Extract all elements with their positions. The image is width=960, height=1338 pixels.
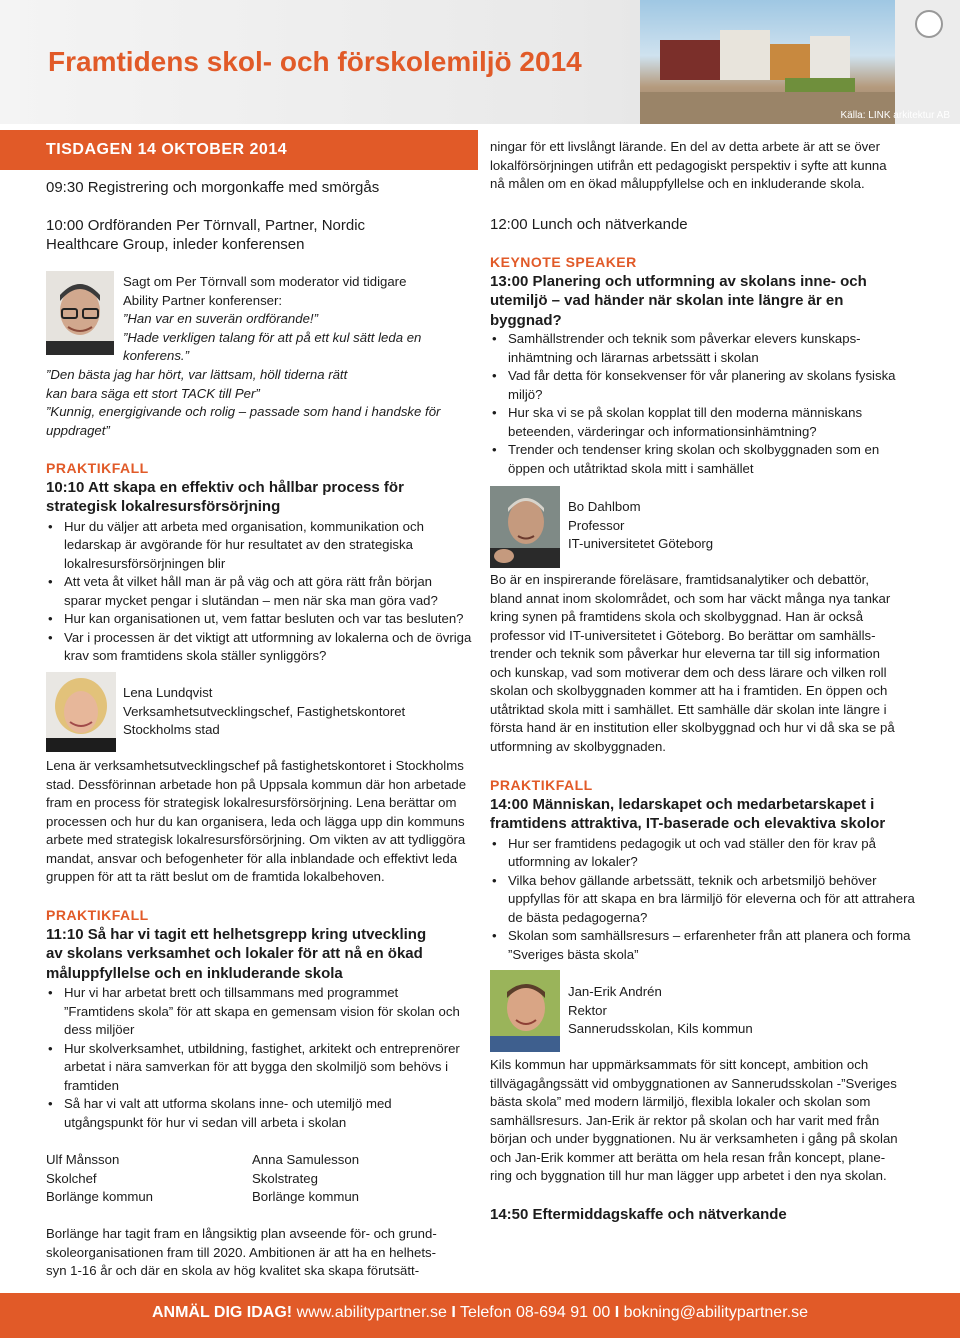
bio-line: kring synen på framtidens skola och skolbyggnad. Han är också	[490, 609, 864, 624]
keynote-title-line: byggnad?	[490, 311, 562, 329]
quote-line-2: ”Hade verkligen talang för att på ett kul sätt leda en	[123, 329, 422, 345]
bio-line: bästa skola” med modern lärmiljö, flexibla lokaler och skolan som	[490, 1094, 871, 1109]
date-bar	[0, 130, 478, 170]
continued-text	[490, 138, 918, 194]
register-cta[interactable]: ANMÄL DIG IDAG!	[151, 1304, 293, 1321]
bio-line: skolan och skolbyggnaden kommer att ha i framtiden. En öppen och	[490, 683, 888, 698]
phone-number[interactable]: Telefon 08-694 91 00	[459, 1304, 611, 1321]
footer-bar	[0, 1293, 960, 1338]
bio-line: fram en process för strategisk lokalresursförsörjning. Lena berättar om	[46, 795, 457, 810]
page-header	[0, 0, 960, 124]
lunch-title: 12:00 Lunch och nätverkande	[490, 216, 688, 233]
speaker-org: Sannerudsskolan, Kils kommun	[568, 1021, 753, 1036]
bio-line: första hand är en institution eller skolbyggnad och hur vi då ska se på	[490, 720, 895, 735]
coffee-section	[490, 1205, 918, 1225]
text-line: lokalförsörjningen utifrån ett pedagogiskt perspektiv i syfte att kunna	[490, 157, 887, 173]
speaker-org: Stockholms stad	[123, 722, 220, 737]
footer-contact	[0, 1304, 960, 1322]
case2-title-line: av skolans verksamhet och lokaler för att nå en ökad	[46, 945, 423, 962]
case1-title-line-2: strategisk lokalresursförsörjning	[46, 498, 281, 515]
case3-speaker	[568, 983, 918, 1039]
bio-line: ring och byggnation till hur man lägger upp arbetet i den nya skolan.	[490, 1168, 887, 1183]
keynote-bullet: • Samhällstrender och teknik som påverkar elevers kunskaps-inhämtning och lärarnas arbetssätt i skolan	[490, 330, 918, 367]
quote-intro	[123, 273, 473, 366]
case3-bullet: • Vilka behov gällande arbetssätt, teknik och arbetsmiljö behöver uppfyllas för att skapa en bra lärmiljö för eleverna och för att attrahera de bästa pedagogerna?	[490, 872, 918, 928]
photo-credit: Källa: LINK arkitektur AB	[840, 110, 950, 121]
separator: I	[451, 1304, 456, 1321]
coffee-title: 14:50 Eftermiddagskaffe och nätverkande	[490, 1206, 787, 1223]
quote-line-1: ”Han var en suverän ordförande!”	[123, 311, 318, 326]
portrait-bo-dahlbom	[490, 486, 560, 568]
quote-line-3: konferens.”	[123, 348, 189, 363]
quote-intro-line-2: Ability Partner konferenser:	[123, 292, 283, 308]
bio-line: gruppen för att ta rätt beslut om de framtida lokalbehoven.	[46, 869, 385, 884]
lunch-section	[490, 215, 918, 234]
case2-speaker-2	[252, 1151, 472, 1207]
bio-line: utformning av skolbyggnaden.	[490, 738, 666, 754]
bio-line: och kunskap, vad som motiverar dem och dess lärare och vilken roll	[490, 664, 887, 680]
text-line: skoleorganisationen fram till 2020. Ambitionen är att ha en helhets-	[46, 1244, 436, 1260]
speaker-role: Skolstrateg	[252, 1170, 318, 1186]
speaker-name: Bo Dahlbom	[568, 499, 641, 514]
case2-text	[46, 1225, 472, 1281]
opening-section	[46, 216, 472, 254]
case1-bullet: • Att veta åt vilket håll man är på väg och att göra rätt från början sparar mycket pengar i slutändan – men när ska man göra vad?	[46, 573, 472, 610]
keynote-title-line: utemiljö – vad händer när skolan inte längre är en	[490, 292, 844, 309]
keynote-bio	[490, 571, 918, 756]
speaker-org: Borlänge kommun	[252, 1189, 360, 1204]
speaker-org: Borlänge kommun	[46, 1189, 154, 1204]
registration-title: 09:30 Registrering och morgonkaffe med smörgås	[46, 179, 380, 196]
quote-line-4: ”Den bästa jag har hört, var lättsam, höll tiderna rätt	[46, 367, 348, 382]
speaker-name: Lena Lundqvist	[123, 685, 213, 700]
bio-line: Bo är en inspirerande föreläsare, framtidsanalytiker och debattör,	[490, 572, 869, 587]
case3-bio	[490, 1056, 918, 1186]
bio-line: mandat, ansvar och befogenheter för alla inblandade och effektivt leda	[46, 850, 458, 866]
speaker-role: Verksamhetsutvecklingschef, Fastighetskontoret	[123, 703, 406, 719]
bio-line: arbete med strategisk lokalresursförsörjning. Om vikten av att tydliggöra	[46, 832, 466, 847]
case3-title-line: 14:00 Människan, ledarskapet och medarbetarskapet i	[490, 795, 875, 813]
speaker-org: IT-universitetet Göteborg	[568, 536, 714, 551]
text-line: syn 1-16 år och där en skola av hög kvalitet ska skapa förutsätt-	[46, 1263, 420, 1278]
website-link[interactable]: www.abilitypartner.se	[296, 1304, 447, 1321]
email-link[interactable]: bokning@abilitypartner.se	[623, 1304, 808, 1321]
speaker-name: Jan-Erik Andrén	[568, 984, 662, 999]
bio-line: bland annat inom skolområdet, och som har väckt många nya tankar	[490, 590, 891, 606]
keynote-bullet: • Hur ska vi se på skolan kopplat till den moderna människans beteenden, värderingar och informationsinhämtning?	[490, 404, 918, 441]
case1-title-line-1: 10:10 Att skapa en effektiv och hållbar process för	[46, 478, 404, 496]
portrait-per-tornvall	[46, 271, 114, 355]
bio-line: trender och teknik som påverkar hur eleverna tar till sig information	[490, 646, 880, 661]
speaker-name: Ulf Månsson	[46, 1152, 120, 1167]
case2-title-line: 11:10 Så har vi tagit ett helhetsgrepp kring utveckling	[46, 925, 427, 943]
bio-line: Kils kommun har uppmärksammats för sitt koncept, ambition och	[490, 1057, 869, 1072]
quote-line-5: kan bara säga ett stort TACK till Per”	[46, 385, 260, 401]
case2-bullets	[46, 984, 472, 1132]
speaker-role: Skolchef	[46, 1170, 97, 1186]
bio-line: Lena är verksamhetsutvecklingschef på fastighetskontoret i Stockholms	[46, 758, 464, 773]
case1-bio	[46, 757, 472, 887]
case2-title-line: måluppfyllelse och en inkluderande skola	[46, 964, 343, 982]
registration-section	[46, 178, 472, 198]
quote-line-7: uppdraget”	[46, 422, 110, 438]
case1-bullets	[46, 518, 472, 666]
bio-line: och Jan-Erik kommer att berätta om hela resan från koncept, plane-	[490, 1149, 886, 1165]
case1-speaker	[123, 684, 473, 740]
case3-bullets	[490, 835, 918, 965]
case3-title-line: framtidens attraktiva, IT-baserade och elevaktiva skolor	[490, 815, 886, 832]
case1-bullet: • Hur du väljer att arbeta med organisation, kommunikation och ledarskap är avgörande för hur resultatet av den strategiska lokalresursförsörjningen blir	[46, 518, 472, 574]
speaker-name: Anna Samulesson	[252, 1152, 360, 1167]
header-photo-school-building	[640, 0, 960, 124]
bio-line: samhällsresurs. Jan-Erik är rektor på skolan och har varit med från	[490, 1112, 880, 1128]
text-line: nå målen om en ökad måluppfyllelse och en inkluderande skola.	[490, 176, 865, 191]
speaker-role: Rektor	[568, 1002, 607, 1018]
opening-line-1: 10:00 Ordföranden Per Törnvall, Partner, Nordic	[46, 217, 366, 234]
case1-bullet: • Hur kan organisationen ut, vem fattar besluten och var tas besluten?	[46, 610, 472, 629]
bio-line: professor vid IT-universitetet i Göteborg. Bo berättar om samhälls-	[490, 627, 876, 643]
portrait-lena-lundqvist	[46, 672, 116, 752]
quote-line-6: ”Kunnig, energigivande och rolig – passade som hand i handske för	[46, 404, 441, 419]
case3-bullet: • Skolan som samhällsresurs – erfarenheter från att planera och forma ”Sveriges bästa skola”	[490, 927, 918, 964]
keynote-bullet: • Trender och tendenser kring skolan och skolbyggnaden som en öppen och utåtriktad skola mitt i samhället	[490, 441, 918, 478]
keynote-speaker	[568, 498, 918, 554]
case3-bullet: • Hur ser framtidens pedagogik ut och vad ställer den för krav på utformning av lokaler?	[490, 835, 918, 872]
bio-line: utåtriktad skola mitt i samhället. Ett samhälle där skolan inte längre i	[490, 701, 887, 717]
case2-speaker-1	[46, 1151, 246, 1207]
page-title: Framtidens skol- och förskolemiljö 2014	[48, 46, 582, 77]
bio-line: tillvägagångssätt vid ombyggnationen av Sannerudsskolan -”Sveriges	[490, 1075, 897, 1091]
quote-intro-line-1: Sagt om Per Törnvall som moderator vid tidigare	[123, 274, 407, 289]
separator: I	[614, 1304, 620, 1321]
keynote-title-line: 13:00 Planering och utformning av skolans inne- och	[490, 272, 867, 290]
bio-line: stad. Dessförinnan arbetade hon på Uppsala kommun där hon arbetade	[46, 776, 467, 792]
event-date: TISDAGEN 14 OKTOBER 2014	[46, 141, 288, 158]
bio-line: början och under byggnationen. Nu är verksamheten i gång på skolan	[490, 1131, 898, 1146]
portrait-jan-erik-andren	[490, 970, 560, 1052]
text-line: ningar för ett livslångt lärande. En del av detta arbete är att se över	[490, 139, 880, 154]
case2-section	[46, 906, 472, 1132]
speaker-role: Professor	[568, 517, 625, 533]
case2-label: PRAKTIKFALL	[46, 907, 149, 923]
case1-label: PRAKTIKFALL	[46, 460, 149, 476]
case3-label: PRAKTIKFALL	[490, 777, 593, 793]
case2-bullet: • Hur vi har arbetat brett och tillsammans med programmet ”Framtidens skola” för att skapa en gemensam vision för skolan och dess miljöer	[46, 984, 472, 1040]
bio-line: processen och hur du kan organisera, leda och lägga upp din kommuns	[46, 813, 465, 829]
case1-bullet: • Var i processen är det viktigt att utformning av lokalerna och de övriga krav som framtidens skola ställer synliggörs?	[46, 629, 472, 666]
opening-line-2: Healthcare Group, inleder konferensen	[46, 236, 305, 253]
case1-section	[46, 459, 472, 666]
text-line: Borlänge har tagit fram en långsiktig plan avseende för- och grund-	[46, 1226, 437, 1241]
case3-section	[490, 776, 918, 964]
keynote-label: KEYNOTE SPEAKER	[490, 254, 637, 270]
keynote-section	[490, 253, 918, 478]
keynote-bullets	[490, 330, 918, 478]
case2-bullet: • Så har vi valt att utforma skolans inne- och utemiljö med utgångspunkt för hur vi sedan vill arbeta i skolan	[46, 1095, 472, 1132]
quotes-continued	[46, 366, 472, 440]
case2-bullet: • Hur skolverksamhet, utbildning, fastighet, arkitekt och entreprenörer arbetat i nära samverkan för att bygga den skolmiljö som behövs i framtiden	[46, 1040, 472, 1096]
keynote-bullet: • Vad får detta för konsekvenser för vår planering av skolans fysiska miljö?	[490, 367, 918, 404]
